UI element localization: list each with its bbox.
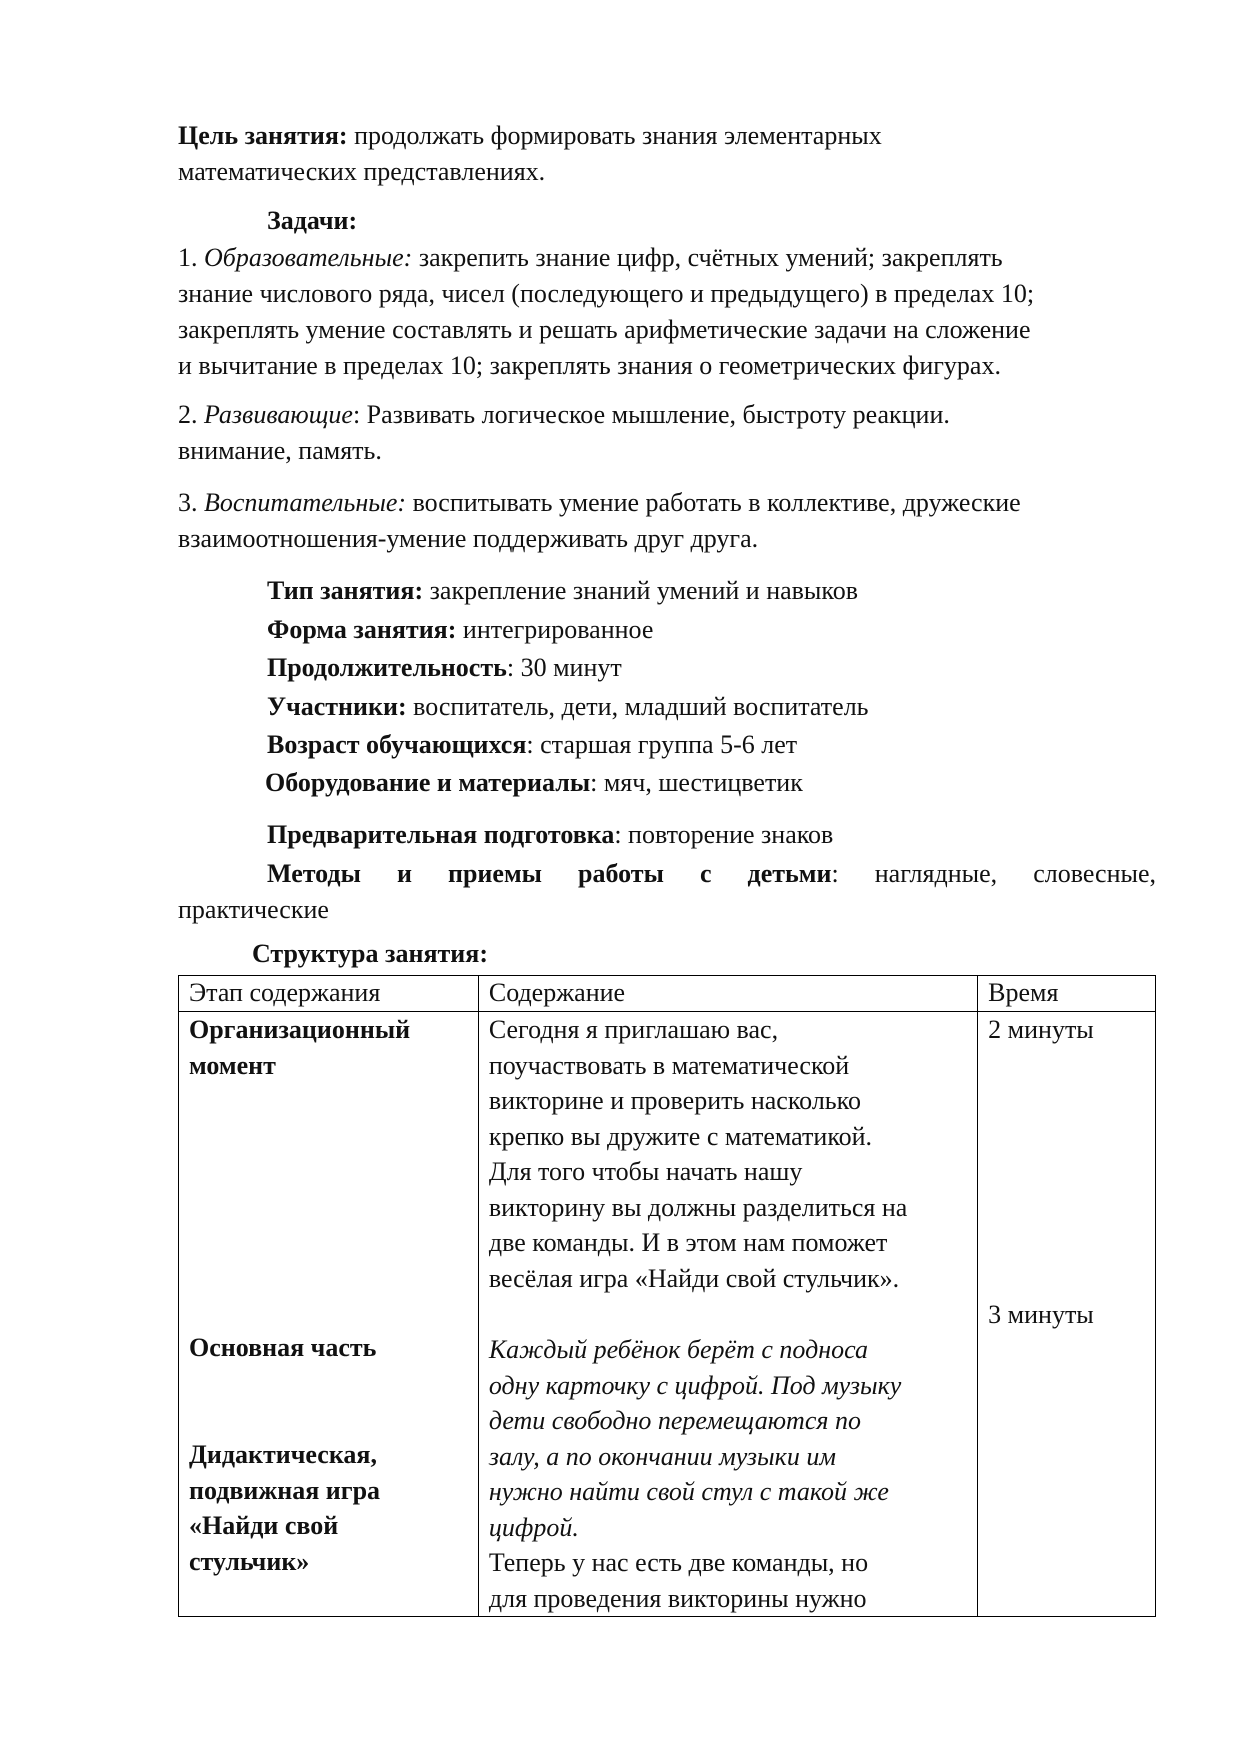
- info-label: Продолжительность: [267, 653, 507, 682]
- info-form: [267, 612, 653, 648]
- content-line: весёлая игра «Найди свой стульчик».: [488, 1263, 900, 1293]
- info-label: Оборудование и материалы: [265, 768, 591, 797]
- lesson-goal: [178, 118, 1078, 190]
- stage-text: подвижная игра: [189, 1475, 381, 1505]
- structure-heading: Структура занятия:: [252, 939, 488, 968]
- stage-main-part: Основная часть: [189, 1333, 377, 1362]
- info-methods: [178, 856, 1156, 928]
- task-line: внимание, память.: [178, 436, 382, 465]
- info-value: : наглядные, словесные,: [831, 859, 1157, 888]
- info-type: [267, 573, 858, 609]
- info-value: : 30 минут: [506, 653, 622, 682]
- info-equipment: [265, 765, 803, 801]
- goal-text-line1: продолжать формировать знания элементарных: [354, 121, 882, 150]
- task-title: Развивающие: [204, 400, 353, 429]
- content-line: одну карточку с цифрой. Под музыку: [488, 1370, 902, 1400]
- time-value: 2 минуты: [988, 1015, 1094, 1044]
- info-label: Возраст обучающихся: [267, 730, 527, 759]
- content-line: викторину вы должны разделиться на: [488, 1192, 908, 1222]
- content-line: Сегодня я приглашаю вас,: [488, 1015, 779, 1044]
- task-developmental: [178, 397, 1138, 469]
- content-line: дети свободно перемещаются по: [488, 1406, 861, 1435]
- info-value: : мяч, шестицветик: [590, 768, 803, 797]
- time-cell: [978, 1012, 1156, 1617]
- info-label: Участники:: [267, 692, 407, 721]
- content-line: для проведения викторины нужно: [488, 1583, 867, 1613]
- content-cell: [478, 1012, 977, 1617]
- info-duration: [267, 650, 622, 686]
- column-header-content: Содержание: [478, 976, 977, 1012]
- content-line: цифрой.: [488, 1512, 579, 1542]
- content-line: Для того чтобы начать нашу: [488, 1157, 803, 1186]
- info-label: Предварительная подготовка: [267, 820, 615, 849]
- content-line: Каждый ребёнок берёт с подноса: [488, 1335, 868, 1364]
- goal-text-line2: математических представлениях.: [178, 157, 546, 186]
- info-label: Форма занятия:: [267, 615, 457, 644]
- info-value: интегрированное: [462, 615, 654, 644]
- spacer: [489, 1296, 967, 1332]
- info-age: [267, 727, 797, 763]
- info-label: Тип занятия:: [267, 576, 424, 605]
- task-line: знание числового ряда, чисел (последующего и предыдущего) в пределах 10;: [178, 279, 1035, 308]
- content-line: залу, а по окончании музыки им: [488, 1441, 836, 1471]
- stage-text: Организационный: [189, 1015, 411, 1044]
- tasks-heading: Задачи:: [267, 206, 358, 235]
- content-line: нужно найти свой стул с такой же: [488, 1477, 889, 1506]
- info-value: закрепление знаний умений и навыков: [429, 576, 858, 605]
- stage-text: момент: [189, 1050, 276, 1080]
- time-value: 3 минуты: [988, 1299, 1094, 1329]
- task-line: закрепить знание цифр, счётных умений; закреплять: [418, 243, 1003, 272]
- content-line: Теперь у нас есть две команды, но: [488, 1548, 869, 1577]
- stage-game: [189, 1437, 380, 1579]
- task-number: 2.: [178, 400, 198, 429]
- info-participants: [267, 689, 869, 725]
- task-line: воспитывать умение работать в коллективе, дружеские: [412, 488, 1021, 517]
- task-line: и вычитание в пределах 10; закреплять знания о геометрических фигурах.: [178, 351, 1001, 380]
- content-line: викторине и проверить насколько: [488, 1086, 861, 1115]
- task-educational: [178, 240, 1138, 384]
- info-preparation: [267, 817, 833, 853]
- goal-label: Цель занятия:: [178, 121, 348, 150]
- stage-text: стульчик»: [189, 1546, 310, 1576]
- spacer: [988, 1048, 1145, 1297]
- task-upbringing: [178, 485, 1138, 557]
- content-line: две команды. И в этом нам поможет: [488, 1228, 888, 1257]
- content-line: крепко вы дружите с математикой.: [488, 1121, 873, 1151]
- task-number: 1.: [178, 243, 198, 272]
- info-value: : старшая группа 5-6 лет: [526, 730, 798, 759]
- task-line: взаимоотношения-умение поддерживать друг друга.: [178, 524, 759, 553]
- info-value: : повторение знаков: [614, 820, 834, 849]
- info-value: практические: [178, 895, 329, 924]
- task-line: закреплять умение составлять и решать арифметические задачи на сложение: [178, 315, 1031, 344]
- task-line: : Развивать логическое мышление, быстроту реакции.: [352, 400, 950, 429]
- stage-text: Дидактическая,: [189, 1440, 377, 1469]
- column-header-time: Время: [978, 976, 1156, 1012]
- column-header-stage: Этап содержания: [179, 976, 479, 1012]
- info-label: Методы и приемы работы с детьми: [267, 859, 832, 888]
- task-title: Воспитательные:: [204, 488, 407, 517]
- stage-text: «Найди свой: [189, 1511, 339, 1540]
- content-line: поучаствовать в математической: [488, 1050, 850, 1080]
- task-number: 3.: [178, 488, 198, 517]
- table-header-row: [179, 976, 1156, 1012]
- info-value: воспитатель, дети, младший воспитатель: [413, 692, 869, 721]
- task-title: Образовательные:: [204, 243, 413, 272]
